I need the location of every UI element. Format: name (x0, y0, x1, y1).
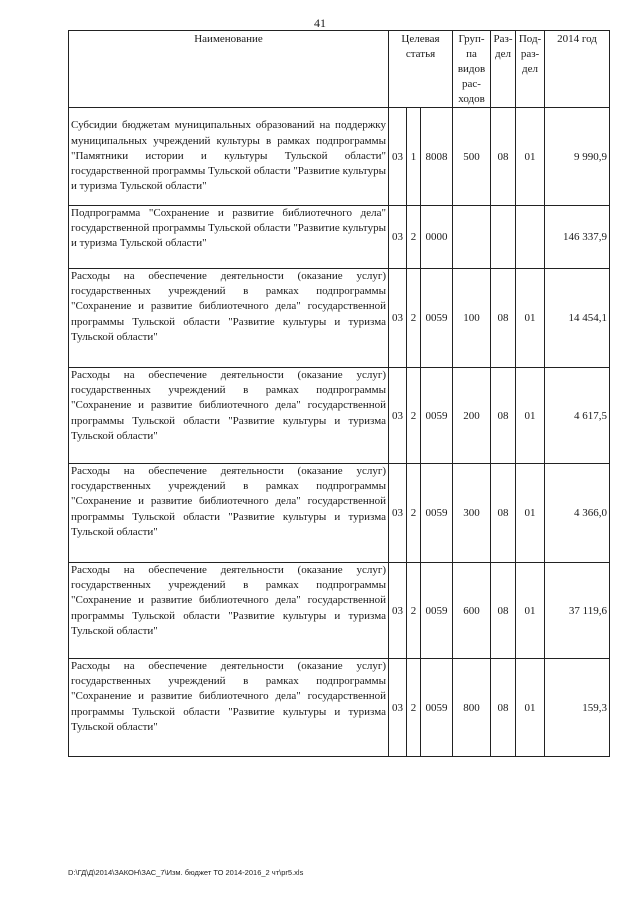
row-code-direction: 0000 (421, 206, 453, 269)
row-code-program: 03 (389, 368, 407, 464)
row-name: Расходы на обеспечение деятельности (оказание услуг) государственных учреждений в рамках подпрограммы "Сохранение и развитие библиотечного дела" государственной программы Тульской области "Развитие культуры и туризма Тульской области" (69, 563, 389, 659)
row-amount: 37 119,6 (545, 563, 610, 659)
row-expense-group: 800 (453, 659, 491, 757)
table-row (69, 563, 610, 659)
row-code-subprogram: 2 (407, 269, 421, 368)
file-path-footer: D:\ГД\Д\2014\ЗАКОН\ЗАС_7\Изм. бюджет ТО 2014-2016_2 чт\pr5.xls (68, 868, 304, 877)
row-subsection: 01 (516, 563, 545, 659)
row-subsection: 01 (516, 368, 545, 464)
row-subsection: 01 (516, 269, 545, 368)
header-target-article: Целевая статья (389, 31, 453, 108)
budget-table (68, 30, 610, 757)
row-subsection: 01 (516, 108, 545, 206)
row-code-subprogram: 1 (407, 108, 421, 206)
row-code-direction: 0059 (421, 464, 453, 563)
table-row (69, 269, 610, 368)
table-header-row (69, 31, 610, 108)
row-section: 08 (491, 108, 516, 206)
row-expense-group: 600 (453, 563, 491, 659)
row-code-direction: 0059 (421, 368, 453, 464)
page-number: 41 (314, 16, 326, 30)
row-amount: 4 617,5 (545, 368, 610, 464)
row-expense-group: 300 (453, 464, 491, 563)
row-name: Расходы на обеспечение деятельности (оказание услуг) государственных учреждений в рамках подпрограммы "Сохранение и развитие библиотечного дела" государственной программы Тульской области "Развитие культуры и туризма Тульской области" (69, 368, 389, 464)
row-name: Расходы на обеспечение деятельности (оказание услуг) государственных учреждений в рамках подпрограммы "Сохранение и развитие библиотечного дела" государственной программы Тульской области "Развитие культуры и туризма Тульской области" (69, 659, 389, 757)
row-section: 08 (491, 464, 516, 563)
row-section: 08 (491, 659, 516, 757)
row-name: Расходы на обеспечение деятельности (оказание услуг) государственных учреждений в рамках подпрограммы "Сохранение и развитие библиотечного дела" государственной программы Тульской области "Развитие культуры и туризма Тульской области" (69, 269, 389, 368)
row-name: Субсидии бюджетам муниципальных образований на поддержку муниципальных учреждений культуры в рамках подпрограммы "Памятники истории и культуры Тульской области" государственной программы Тульской области "Развитие культуры и туризма Тульской области" (69, 108, 389, 206)
row-code-subprogram: 2 (407, 206, 421, 269)
row-expense-group: 100 (453, 269, 491, 368)
header-name: Наименование (69, 31, 389, 108)
row-code-program: 03 (389, 464, 407, 563)
row-amount: 9 990,9 (545, 108, 610, 206)
row-code-program: 03 (389, 659, 407, 757)
table-row (69, 108, 610, 206)
row-code-direction: 0059 (421, 563, 453, 659)
row-section: 08 (491, 563, 516, 659)
row-subsection: 01 (516, 464, 545, 563)
header-subsection: Под-раз-дел (516, 31, 545, 108)
table-row (69, 464, 610, 563)
row-section (491, 206, 516, 269)
row-code-subprogram: 2 (407, 563, 421, 659)
row-name: Расходы на обеспечение деятельности (оказание услуг) государственных учреждений в рамках подпрограммы "Сохранение и развитие библиотечного дела" государственной программы Тульской области "Развитие культуры и туризма Тульской области" (69, 464, 389, 563)
header-year: 2014 год (545, 31, 610, 108)
row-name: Подпрограмма "Сохранение и развитие библиотечного дела" государственной программы Тульской области "Развитие культуры и туризма Тульской области" (69, 206, 389, 269)
row-amount: 159,3 (545, 659, 610, 757)
row-code-program: 03 (389, 563, 407, 659)
table-row (69, 206, 610, 269)
row-code-program: 03 (389, 108, 407, 206)
header-section: Раз-дел (491, 31, 516, 108)
row-code-direction: 0059 (421, 659, 453, 757)
row-code-direction: 8008 (421, 108, 453, 206)
row-expense-group (453, 206, 491, 269)
row-section: 08 (491, 368, 516, 464)
row-amount: 4 366,0 (545, 464, 610, 563)
row-subsection: 01 (516, 659, 545, 757)
row-amount: 14 454,1 (545, 269, 610, 368)
row-subsection (516, 206, 545, 269)
header-expense-group: Груп-па видов рас-ходов (453, 31, 491, 108)
table-row (69, 659, 610, 757)
table-row (69, 368, 610, 464)
row-section: 08 (491, 269, 516, 368)
row-code-program: 03 (389, 206, 407, 269)
row-expense-group: 500 (453, 108, 491, 206)
row-code-program: 03 (389, 269, 407, 368)
row-amount: 146 337,9 (545, 206, 610, 269)
row-code-subprogram: 2 (407, 659, 421, 757)
row-code-subprogram: 2 (407, 464, 421, 563)
row-code-direction: 0059 (421, 269, 453, 368)
row-expense-group: 200 (453, 368, 491, 464)
row-code-subprogram: 2 (407, 368, 421, 464)
